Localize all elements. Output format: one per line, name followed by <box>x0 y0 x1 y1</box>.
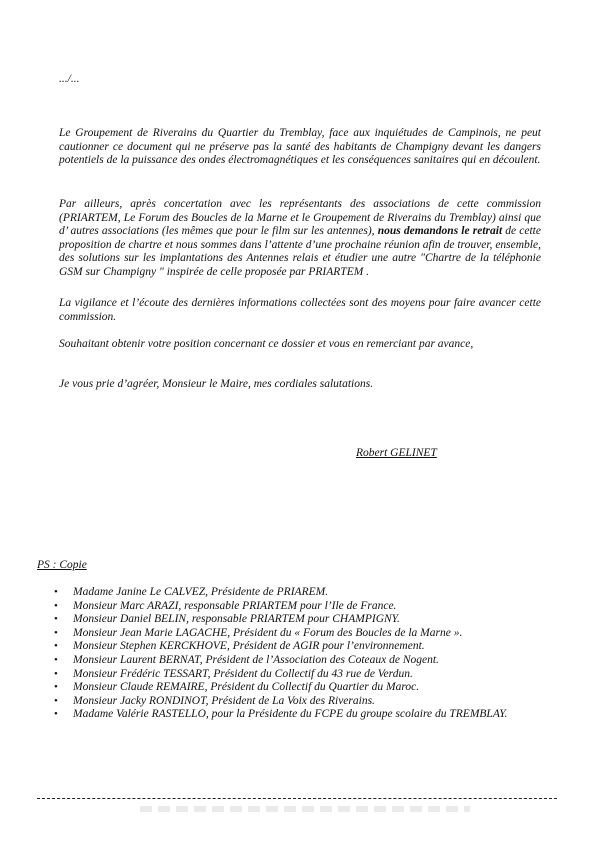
signature-name: Robert GELINET <box>356 447 437 459</box>
list-item: • Monsieur Jacky RONDINOT, Président de La Voix des Riverains. <box>54 694 375 707</box>
bullet-icon: • <box>54 626 58 639</box>
bullet-icon: • <box>54 613 58 626</box>
footer-faint-text <box>140 806 470 812</box>
bullet-icon: • <box>54 681 58 694</box>
list-item: • Monsieur Daniel BELIN, responsable PRIARTEM pour CHAMPIGNY. <box>54 613 400 626</box>
bullet-icon: • <box>54 599 58 612</box>
bullet-icon: • <box>54 653 58 666</box>
copy-recipients-list <box>54 586 507 722</box>
paragraph-request-position: Souhaitant obtenir votre position concernant ce dossier et vous en remerciant par avance, <box>59 338 474 350</box>
bullet-icon: • <box>54 694 58 707</box>
list-item: • Monsieur Jean Marie LAGACHE, Président du « Forum des Boucles de la Marne ». <box>54 626 463 639</box>
bullet-icon: • <box>54 586 58 598</box>
list-item: • Monsieur Frédéric TESSART, Président du Collectif du 43 rue de Verdun. <box>54 667 413 680</box>
list-item: • Monsieur Laurent BERNAT, Président de l’Association des Coteaux de Nogent. <box>54 653 439 666</box>
ps-copy-label: PS : Copie <box>37 559 87 571</box>
paragraph-vigilance: La vigilance et l’écoute des dernières informations collectées sont des moyens pour faire avancer cette commission. <box>59 297 541 323</box>
list-item: • Monsieur Stephen KERCKHOVE, Président de AGIR pour l’environnement. <box>54 640 425 653</box>
paragraph-text: de cette proposition de chartre et nous sommes dans l’attente d’une prochaine réunion afin de trouver, ensemble, des solutions sur les implantations des Antennes relais et étudier une autre "Chartre de la téléphonie GSM sur Champigny " inspirée de celle proposée par PRIARTEM . <box>59 225 541 278</box>
list-item: • Monsieur Marc ARAZI, responsable PRIARTEM pour l’Ile de France. <box>54 599 397 612</box>
page-continuation-marker: .../... <box>59 73 80 85</box>
bold-emphasis: nous demandons le retrait <box>377 225 503 238</box>
paragraph-text: Par ailleurs, après concertation avec les représentants des associations de cette commission (PRIARTEM, Le Forum des Boucles de la Marne et le Groupement de Riverains du Tremblay) ainsi que d’ autres associations (les mêmes que pour le film sur les antennes), <box>59 198 541 238</box>
list-item: • Monsieur Claude REMAIRE, Président du Collectif du Quartier du Maroc. <box>54 681 420 694</box>
paragraph-position-statement: Le Groupement de Riverains du Quartier du Tremblay, face aux inquiétudes de Campinois, ne peut cautionner ce document qui ne préserve pas la santé des habitants de Champigny devant les dangers potentiels de la puissance des ondes électromagnétiques et les conséquences sanitaires qui en découlent. <box>59 127 541 167</box>
bullet-icon: • <box>54 708 58 721</box>
footer-divider <box>37 798 557 799</box>
paragraph-withdrawal-request <box>59 198 541 280</box>
closing-salutation: Je vous prie d’agréer, Monsieur le Maire, mes cordiales salutations. <box>59 378 374 390</box>
list-item: • Madame Valérie RASTELLO, pour la Présidente du FCPE du groupe scolaire du TREMBLAY. <box>54 708 508 721</box>
bullet-icon: • <box>54 640 58 653</box>
list-item: • Madame Janine Le CALVEZ, Présidente de PRIAREM. <box>54 586 329 598</box>
bullet-icon: • <box>54 667 58 680</box>
